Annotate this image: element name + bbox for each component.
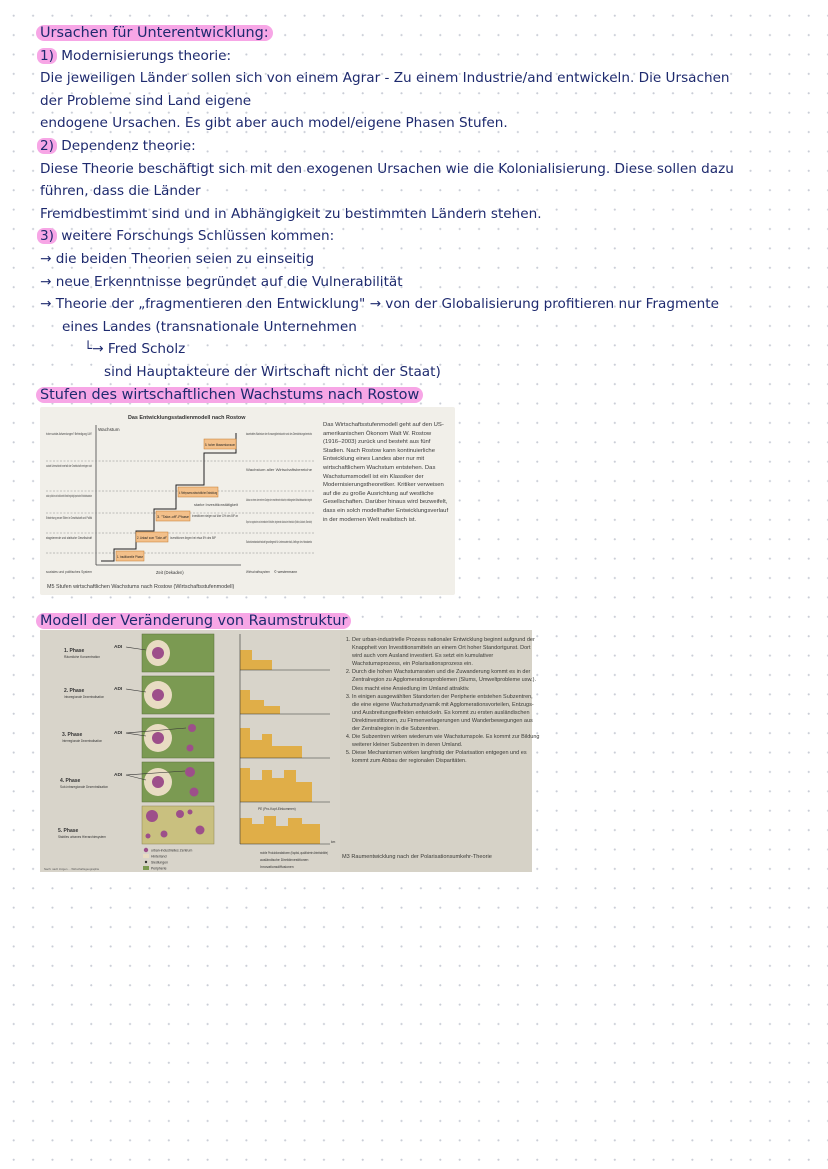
left-label-5: stagnierende und statische Gesellschaft bbox=[46, 536, 92, 540]
arrow-point-2: → neue Erkenntnisse begründet auf die Vulnerabilität bbox=[40, 273, 403, 290]
left-label-6: soziales und politisches System bbox=[46, 570, 92, 574]
rostow-figure bbox=[40, 407, 455, 595]
legend-right-1: mobile Produktionsfaktoren (Kapital, qualifizierte Arbeitskräfte) bbox=[260, 851, 328, 855]
heading-ursachen: Ursachen für Unterentwicklung: bbox=[40, 22, 800, 45]
raum-item-2: 2. Durch die hohen Wachstumsraten und die Zuwanderung kommt es in der Zentralregion zu Agglomerationsproblemen (Slums, Umweltprobleme usw.). Dies macht eine Ansiedlung im Umland attraktiv. bbox=[352, 668, 540, 692]
modernisierung-title: 1) Modernisierungs theorie: bbox=[40, 45, 800, 68]
dependenz-text-2: führen, dass die Länder bbox=[40, 183, 201, 200]
raum-figure bbox=[40, 630, 540, 872]
legend-right-2: ausländische Direktinvestitionen bbox=[260, 858, 309, 862]
stage-2-label: 2. Anlauf zum "Take-off" bbox=[137, 536, 168, 540]
dependenz-text-1: Diese Theorie beschäftigt sich mit den exogenen Ursachen wie die Kolonialisierung. Diese sollen dazu bbox=[40, 160, 734, 177]
phase-3-title: 3. Phase bbox=[62, 732, 83, 738]
raum-caption: M3 Raumentwicklung nach der Polarisationsumkehr-Theorie bbox=[342, 854, 492, 860]
legend-1: urban-industrielles Zentrum bbox=[151, 848, 193, 853]
adi-label-2: ADI bbox=[114, 687, 123, 692]
phase-5-sub: Stabiles urbanes Hierarchiesystem bbox=[58, 835, 106, 839]
raum-item-5: 5. Diese Mechanismen wirken langfristig der Polarisation entgegen und es kommt zum Abbau der regionalen Disparitäten. bbox=[352, 749, 540, 765]
arrow-point-3: → Theorie der „fragmentieren den Entwicklung" → von der Globalisierung profitieren nur Fragmente bbox=[40, 296, 719, 313]
modernisierung-text-3: endogene Ursachen. Es gibt aber auch model/eigene Phasen Stufen. bbox=[40, 115, 508, 132]
right-labels bbox=[246, 432, 312, 574]
dependenz-text-3: Fremdbestimmt sind und in Abhängigkeit zu bestimmten Ländern stehen. bbox=[40, 205, 542, 222]
rostow-description: Das Wirtschaftsstufenmodell geht auf den US-amerikanischen Ökonom Walt W. Rostow (1916–2003) zurück und besteht aus fünf Stadien. Nach Rostow kann kontinuierliche Entwicklung eines Landes aber nur mit wirtschaftlichem Wachstum entstehen. Das Wachstumsmodell ist ein Klassiker der Modernisierungstheoretiker. Kritiker verweisen auf die zu große Ausrichtung auf westliche Gesellschaften. Darüber hinaus wird bezweifelt, dass ein solch modellhafter Entwicklungsverlauf in der modernen Welt realistisch ist. bbox=[323, 422, 449, 523]
rostow-title: Das Entwicklungsstadienmodell nach Rostow bbox=[128, 415, 246, 421]
rostow-diagram bbox=[46, 413, 314, 583]
right-label-1: dauerhaftes Wachstum der Konsumgüterindustrie und des Dienstleistungsbereichs bbox=[246, 432, 313, 436]
axis-y-label: Wachstum bbox=[98, 427, 120, 432]
pe-label: PE (Pro-Kopf-Einkommen) bbox=[258, 807, 296, 811]
phase-2-sub: Intraregionale Dezentralisation bbox=[64, 695, 104, 699]
right-label-2: Wachstum aller Wirtschaftsbereiche bbox=[246, 468, 312, 472]
stage-3-label: 3. "Take-off"-Phase bbox=[157, 515, 189, 519]
phase-1-title: 1. Phase bbox=[64, 648, 85, 654]
scholz-note: sind Hauptakteure der Wirtschaft nicht der Staat) bbox=[104, 363, 441, 380]
adi-label-1: ADI bbox=[114, 645, 123, 650]
arrow-point-1: → die beiden Theorien seien zu einseitig bbox=[40, 250, 315, 267]
heading-raumstruktur: Modell der Veränderung von Raumstruktur bbox=[36, 613, 351, 629]
legend-2: Hinterland bbox=[151, 854, 167, 859]
legend-right-3: Innovationsdiffusionen bbox=[260, 865, 294, 869]
left-labels bbox=[46, 432, 92, 574]
inner-note-2: Investitionen steigen auf über 10% des BIP an bbox=[192, 514, 239, 518]
phase-4-title: 4. Phase bbox=[60, 778, 81, 784]
heading-raumstruktur-wrap bbox=[40, 610, 351, 632]
left-label-3: soziale, politische und institutioneller Wandel begünstigt dynamisches Wirtschaftswachstum bbox=[46, 494, 93, 498]
legend-3: Siedlungen bbox=[151, 860, 168, 865]
raum-explanation-list bbox=[342, 636, 540, 766]
km-label: km bbox=[331, 840, 336, 844]
phase-4-sub: Sub-intraregionale Dezentralisation bbox=[60, 785, 108, 789]
right-label-3: Aufbau von einem oder mehreren Zweigen der verarbeitenden Industrie, selbsttragendes Wirtschaftswachstum beginnt bbox=[246, 498, 312, 502]
phase-2-title: 2. Phase bbox=[64, 688, 85, 694]
inner-notes bbox=[170, 503, 238, 540]
rostow-caption: M5 Stufen wirtschaftlichen Wachstums nach Rostow (Wirtschaftsstufenmodell) bbox=[47, 584, 235, 590]
raum-item-4: 4. Die Subzentren wirken wiederum wie Wachstumspole. Es kommt zur Bildung weiterer kleiner Subzentren in deren Umland. bbox=[352, 733, 540, 749]
adi-label-3: ADI bbox=[114, 731, 123, 736]
heading-rostow: Stufen des wirtschaftlichen Wachstums nach Rostow bbox=[40, 384, 800, 407]
publisher-label: © westermann bbox=[274, 570, 298, 574]
raum-item-3: 3. In einigen ausgewählten Standorten der Peripherie entstehen Subzentren, die eine eigene Wachstumsdynamik mit Agglomerationsvorteilen, Entzugs- und Ausbreitungseffekten entwickeln. Es kommt zu ersten ausländischen Direktinvestitionen, zu Firmenverlagerungen und Wanderbewegungen aus der Zentralregion in die Subzentren. bbox=[352, 693, 540, 733]
dependenz-title: 2) Dependenz theorie: bbox=[40, 135, 800, 158]
axis-x-label: Zeit (Dekaden) bbox=[156, 570, 184, 575]
left-label-1: hohe soziale Aufwendungen? Befriedigung UM? bbox=[46, 432, 92, 436]
phase-3-sub: Interregionale Dezentralisation bbox=[62, 739, 102, 743]
left-label-2: soziale Unterschiede innerhalb der Gesellschaft verringern sich bbox=[46, 464, 92, 468]
legend-4: Peripherie bbox=[151, 866, 167, 871]
raum-credit: Nach: nach Jürgen ... Wirtschaftsgeographie bbox=[44, 867, 100, 871]
left-label-4: Entstehung neuer Eliten in Gesellschaft und Politik bbox=[46, 516, 93, 520]
arrow-point-3-continued: eines Landes (transnationale Unternehmen bbox=[62, 318, 357, 335]
inner-note-1: starke Investitionstätigkeit bbox=[194, 503, 239, 507]
stage-4-label: 4. Reifeprozess wirtschaftlicher Entwicklung bbox=[179, 491, 217, 495]
phase-1-sub: Räumliche Konzentration bbox=[64, 655, 100, 659]
phase-5-title: 5. Phase bbox=[58, 828, 79, 834]
modernisierung-text-1: Die jeweiligen Länder sollen sich von einem Agrar - Zu einem Industrie/and entwickeln. Die Ursachen bbox=[40, 70, 730, 87]
weitere-title: 3) weitere Forschungs Schlüssen kommen: bbox=[40, 225, 800, 248]
map-panels bbox=[142, 634, 214, 844]
notes bbox=[40, 22, 800, 406]
right-label-4: Export von agrarischen und mineralischen Rohstoffen, beginnender Ausbau der Infrastruktur (Straßen, Autobahn, Eisenbahn) bbox=[246, 520, 312, 524]
raum-item-1: 1. Der urban-industrielle Prozess nationaler Entwicklung beginnt aufgrund der Knappheit von Investitionsmitteln an einem Ort hoher Standortgunst. Dort wird auch vom Ausland investiert. Es setzt ein kumulativer Wachstumsprozess, ein Polarisationsprozess ein. bbox=[352, 636, 540, 668]
modernisierung-text-2: der Probleme sind Land eigene bbox=[40, 92, 252, 109]
inner-note-3: Investitionen liegen bei etwa 5% des BIP bbox=[170, 536, 217, 540]
right-label-5: Subsistenzlandwirtschaft grundlegend für Lebensunterhalt, Anfänge des Handwerks bbox=[246, 540, 313, 544]
stage-1-label: 1. traditionelle Phase bbox=[117, 555, 143, 559]
stage-5-label: 5. hoher Massenkonsum bbox=[205, 443, 235, 447]
raum-diagram bbox=[40, 630, 340, 872]
fred-scholz: └→ Fred Scholz bbox=[84, 341, 186, 358]
right-label-6: Wirtschaftssystem bbox=[246, 570, 271, 574]
adi-label-4: ADI bbox=[114, 773, 123, 778]
